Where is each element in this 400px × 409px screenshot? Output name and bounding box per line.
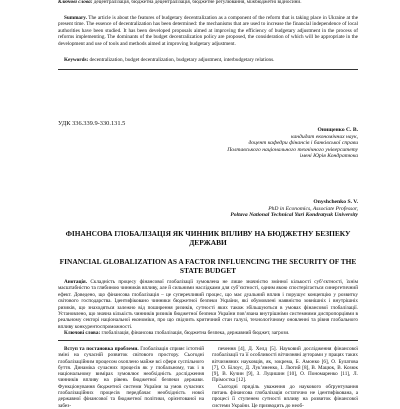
author-ua-line: Полтавського національного технічного університету — [227, 146, 358, 153]
author-ua-line: імені Юрія Кондратюка — [299, 153, 358, 160]
english-keywords-text: decentralization, budget decentralization, budgetary adjustment, interbudgetary relations. — [88, 57, 275, 63]
english-keywords — [58, 57, 358, 63]
summary-text: The article is about the features of budgetary decentralization as a component of the reform that is taking place in Ukraine at the present time. The essence of decentralization has been determined: the mechanisms that are used to increase the financial independence of local authorities have been studied. It has been developed proposals aimed at improving the efficiency of budgetary adjustment in the process of reforms implementing. The dominants of the budget decentralization policy are proposed, the consideration of which will be appropriate in the development and use of tools and methods aimed at improving budgetary adjustment. — [58, 15, 358, 47]
author-en-line: PhD in Economics, Associate Professor, — [268, 205, 358, 212]
ua-keywords-label: Ключові слова: — [64, 330, 101, 336]
udk-code: УДК 336.339.9-330.131.5 — [58, 120, 126, 127]
author-ua-line: доцент кафедри фінансів і банківської справи — [248, 140, 358, 147]
ua-keywords — [58, 330, 358, 336]
author-ua — [158, 127, 358, 160]
ua-keywords-text: глобалізація, фінансова глобалізація, бюджетна безпека, державний бюджет, загрози. — [100, 330, 290, 336]
body-right-paragraph: печення [4], Д. Хелд [5]. Науковий дослідження фінансової глобалізації та її особливості вітчизняні ауторами у працях таких вітчизняних науковців, як, зокрема, Б. Амонко [6], О. Булатова [7], О. Білоус, Д. Лук’яненко, І. Лютий [8], В. Мацюк, В. Козюк [9], В. Кучин [9], З. Луцишин [10], О. Пономаренко [11], Л. Прімостка [12]. — [212, 346, 358, 384]
introduction-heading: Вступ та постановка проблеми. — [64, 346, 139, 352]
annotation-text: Складність процесу фінансової глобалізації зумовлена не лише значністю змінної кількості суб’єктності, їхнім масштабністю та глибиною чинників впливу, але й сильними наслідками для суб’єктності, одним якою спостерігається синергетичний ефект. Доведено, що фінансова глобалізація – це суперечливий процес, що має дуальний вплив і порушує концепцію у розвитку світового господарства. Ідентифіковано чинники бюджетної безпеки України, які обумовлені наявністю зовнішніх і внутрішніх ризиків, що знаходяться залежно від поширення ризиків, сутності яких також збільшуються в умовах фінансової глобалізації. Установлено, що значна кількість чинників ризиків бюджетної безпеки України пов’язана внутрішніми системними диспропорціями в реальному секторі національної економіки, про що свідчить критичний стан галузі, технологічному оновленні та рівня глобального впливу конкурентоспроможності. — [58, 279, 358, 330]
top-keywords-text: децентралізація, бюджетна децентралізація, бюджетне регулювання, міжбюджетні відносини. — [92, 0, 302, 5]
article-title-en: FINANCIAL GLOBALIZATION AS A FACTOR INFLUENCING THE SECURITY OF THE STATE BUDGET — [59, 257, 357, 275]
author-en-line: Poltava National Technical Yuri Kondratyuk University — [230, 212, 358, 219]
introduction-text: Глобалізація сприяє істотній зміні на сучасній розвиток світового простору. Сьогодні глобалізаційним процесом охоплено майже всі сфери суспільного буття. Динаміка сучасних процесів як у глобальному, так і в національному вимірах зумовлює необхідність дослідження чинників впливу на рівень бюджетної безпеки держави. Функціонування бюджетної системи України за умов сучасних глобалізаційних процесів передбачає необхідність нової державної фінансової та бюджетної політики, орієнтованої на забез- — [58, 346, 204, 409]
divider-bottom — [58, 340, 358, 341]
body-right-paragraph: Сьогодні приділь уваження до наукового обґрунтування питань фінансова глобалізація остаточно не ідентифікована, а процесі її ступенем сутності впливу на розвиток фінансової системи України. Це призводить до необ- — [212, 383, 358, 409]
divider-top — [58, 69, 358, 70]
english-keywords-label: Keywords: — [64, 57, 89, 63]
author-en-name: Onyshchenko S. V. — [313, 199, 358, 205]
annotation-label: Анотація. — [64, 279, 87, 285]
summary-paragraph — [58, 15, 358, 47]
top-keywords — [58, 0, 358, 5]
author-en — [158, 199, 358, 219]
article-title-ua: ФІНАНСОВА ГЛОБАЛІЗАЦІЯ ЯК ЧИННИК ВПЛИВУ НА БЮДЖЕТНУ БЕЗПЕКУ ДЕРЖАВИ — [65, 229, 351, 247]
top-keywords-label: Ключові слова: — [58, 0, 93, 5]
author-ua-name: Онищенко С. В. — [317, 127, 358, 133]
author-ua-line: кандидат економічних наук, — [290, 133, 358, 140]
annotation-paragraph — [58, 279, 358, 330]
summary-label: Summary. — [64, 15, 87, 21]
